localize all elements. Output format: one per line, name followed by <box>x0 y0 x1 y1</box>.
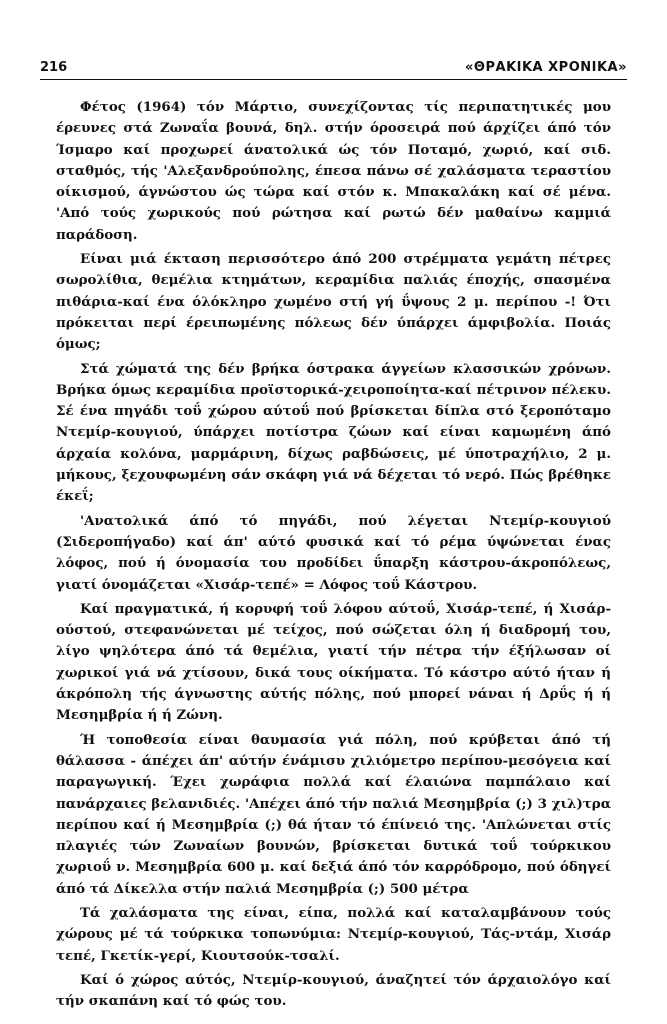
paragraph: Στά χώματά της δέν βρήκα όστρακα άγγείων κλασσικών χρόνων. Βρήκα όμως κεραμίδια προϊστορικά-χειροποίητα-καί πέτρινον πέλεκυ. Σέ ένα πηγάδι τοΰ χώρου αύτοΰ πού βρίσκεται δίπλα στό ξεροπόταμο Ντεμίρ-κουγιού, ύπάρχει ποτίστρα ζώων καί είναι καμωμένη άπό άρχαία κολόνα, μαρμάρινη, δίχως ραβδώσεις, μέ ύποτραχήλιο, 2 μ. μήκους, ξεχουφωμένη σάν σκάφη γιά νά δέχεται τό νερό. Πώς βρέθηκε έκεΐ; <box>56 360 611 505</box>
paragraph: Καί πραγματικά, ή κορυφή τοΰ λόφου αύτοΰ, Χισάρ-τεπέ, ή Χισάρ-ούστού, στεφανώνεται μέ τείχος, πού σώζεται όλη ή διαδρομή του, λίγο ψηλότερα άπό τά θεμέλια, γιατί τήν πέτρα τήν έξήλωσαν οί χωρικοί γιά νά χτίσουν, δικά τους οίκήματα. Τό κάστρο αύτό ήταν ή άκρόπολη τής άγνωστης αύτής πόλης, πού μπορεί νάναι ή Δρΰς ή ή Μεσημβρία ή ή Ζώνη. <box>56 600 611 724</box>
running-header <box>40 60 627 80</box>
paragraph: Ή τοποθεσία είναι θαυμασία γιά πόλη, πού κρύβεται άπό τή θάλασσα - άπέχει άπ' αύτήν ένάμισυ χιλιόμετρο περίπου-μεσόγεια καί παραγωγική. Έχει χωράφια πολλά καί έλαιώνα παμπάλαιο καί πανάρχαιες βελανιδιές. 'Απέχει άπό τήν παλιά Μεσημβρία (;) 3 χιλ)τρα περίπου καί ή Μεσημβρία (;) θά ήταν τό έπίνειό της. 'Απλώνεται στίς πλαγιές τών Ζωναίων βουνών, βρίσκεται δυτικά τοΰ τούρκικου χωριοΰ ν. Μεσημβρία 600 μ. καί δεξιά άπό τόν καρρόδρομο, πού όδηγεί άπό τά Δίκελλα στήν παλιά Μεσημβρία (;) 500 μέτρα <box>56 731 611 897</box>
paragraph: Καί ό χώρος αύτός, Ντεμίρ-κουγιού, άναζητεί τόν άρχαιολόγο καί τήν σκαπάνη καί τό φώς του. <box>56 971 611 1010</box>
running-title: «ΘΡΑΚΙΚΑ ΧΡΟΝΙΚΑ» <box>465 60 627 75</box>
article-body <box>56 97 611 1015</box>
paragraph: Φέτος (1964) τόν Μάρτιο, συνεχίζοντας τίς περιπατητικές μου έρευνες στά Ζωναΐα βουνά, δηλ. στήν όροσειρά πού άρχίζει άπό τόν Ίσμαρο καί προχωρεί άνατολικά ώς τόν Ποταμό, χωριό, καί σιδ. σταθμός, τής 'Αλεξανδρούπολης, έπεσα πάνω σέ χαλάσματα τεραστίου οίκισμού, άγνώστου ώς τώρα καί στόν κ. Μπακαλάκη καί σέ μένα. 'Από τούς χωρικούς πού ρώτησα καί ρωτώ δέν μαθαίνω καμμιά παράδοση. <box>56 99 611 243</box>
paragraph: 'Ανατολικά άπό τό πηγάδι, πού λέγεται Ντεμίρ-κουγιού (Σιδεροπήγαδο) καί άπ' αύτό φυσικά καί τό ρέμα ύψώνεται ένας λόφος, πού ή όνομασία του προδίδει ΰπαρξη κάστρου-άκροπόλεως, γιατί όνομάζεται «Χισάρ-τεπέ» = Λόφος τοΰ Κάστρου. <box>56 512 611 593</box>
paragraph: Τά χαλάσματα της είναι, είπα, πολλά καί καταλαμβάνουν τούς χώρους μέ τά τούρκικα τοπωνύμια: Ντεμίρ-κουγιού, Τάς-ντάμ, Χισάρ τεπέ, Γκετίκ-γερί, Κιουτσούκ-τσαλί. <box>56 904 611 964</box>
paragraph: Είναι μιά έκταση περισσότερο άπό 200 στρέμματα γεμάτη πέτρες σωρολίθια, θεμέλια κτημάτων, κεραμίδια παλιάς έποχής, σπασμένα πιθάρια-καί ένα όλόκληρο χωμένο στή γή ΰψους 2 μ. περίπου -! Ότι πρόκειται περί έρειπωμένης πόλεως δέν ύπάρχει άμφιβολία. Ποιάς όμως; <box>56 251 611 353</box>
page-number: 216 <box>40 60 68 75</box>
